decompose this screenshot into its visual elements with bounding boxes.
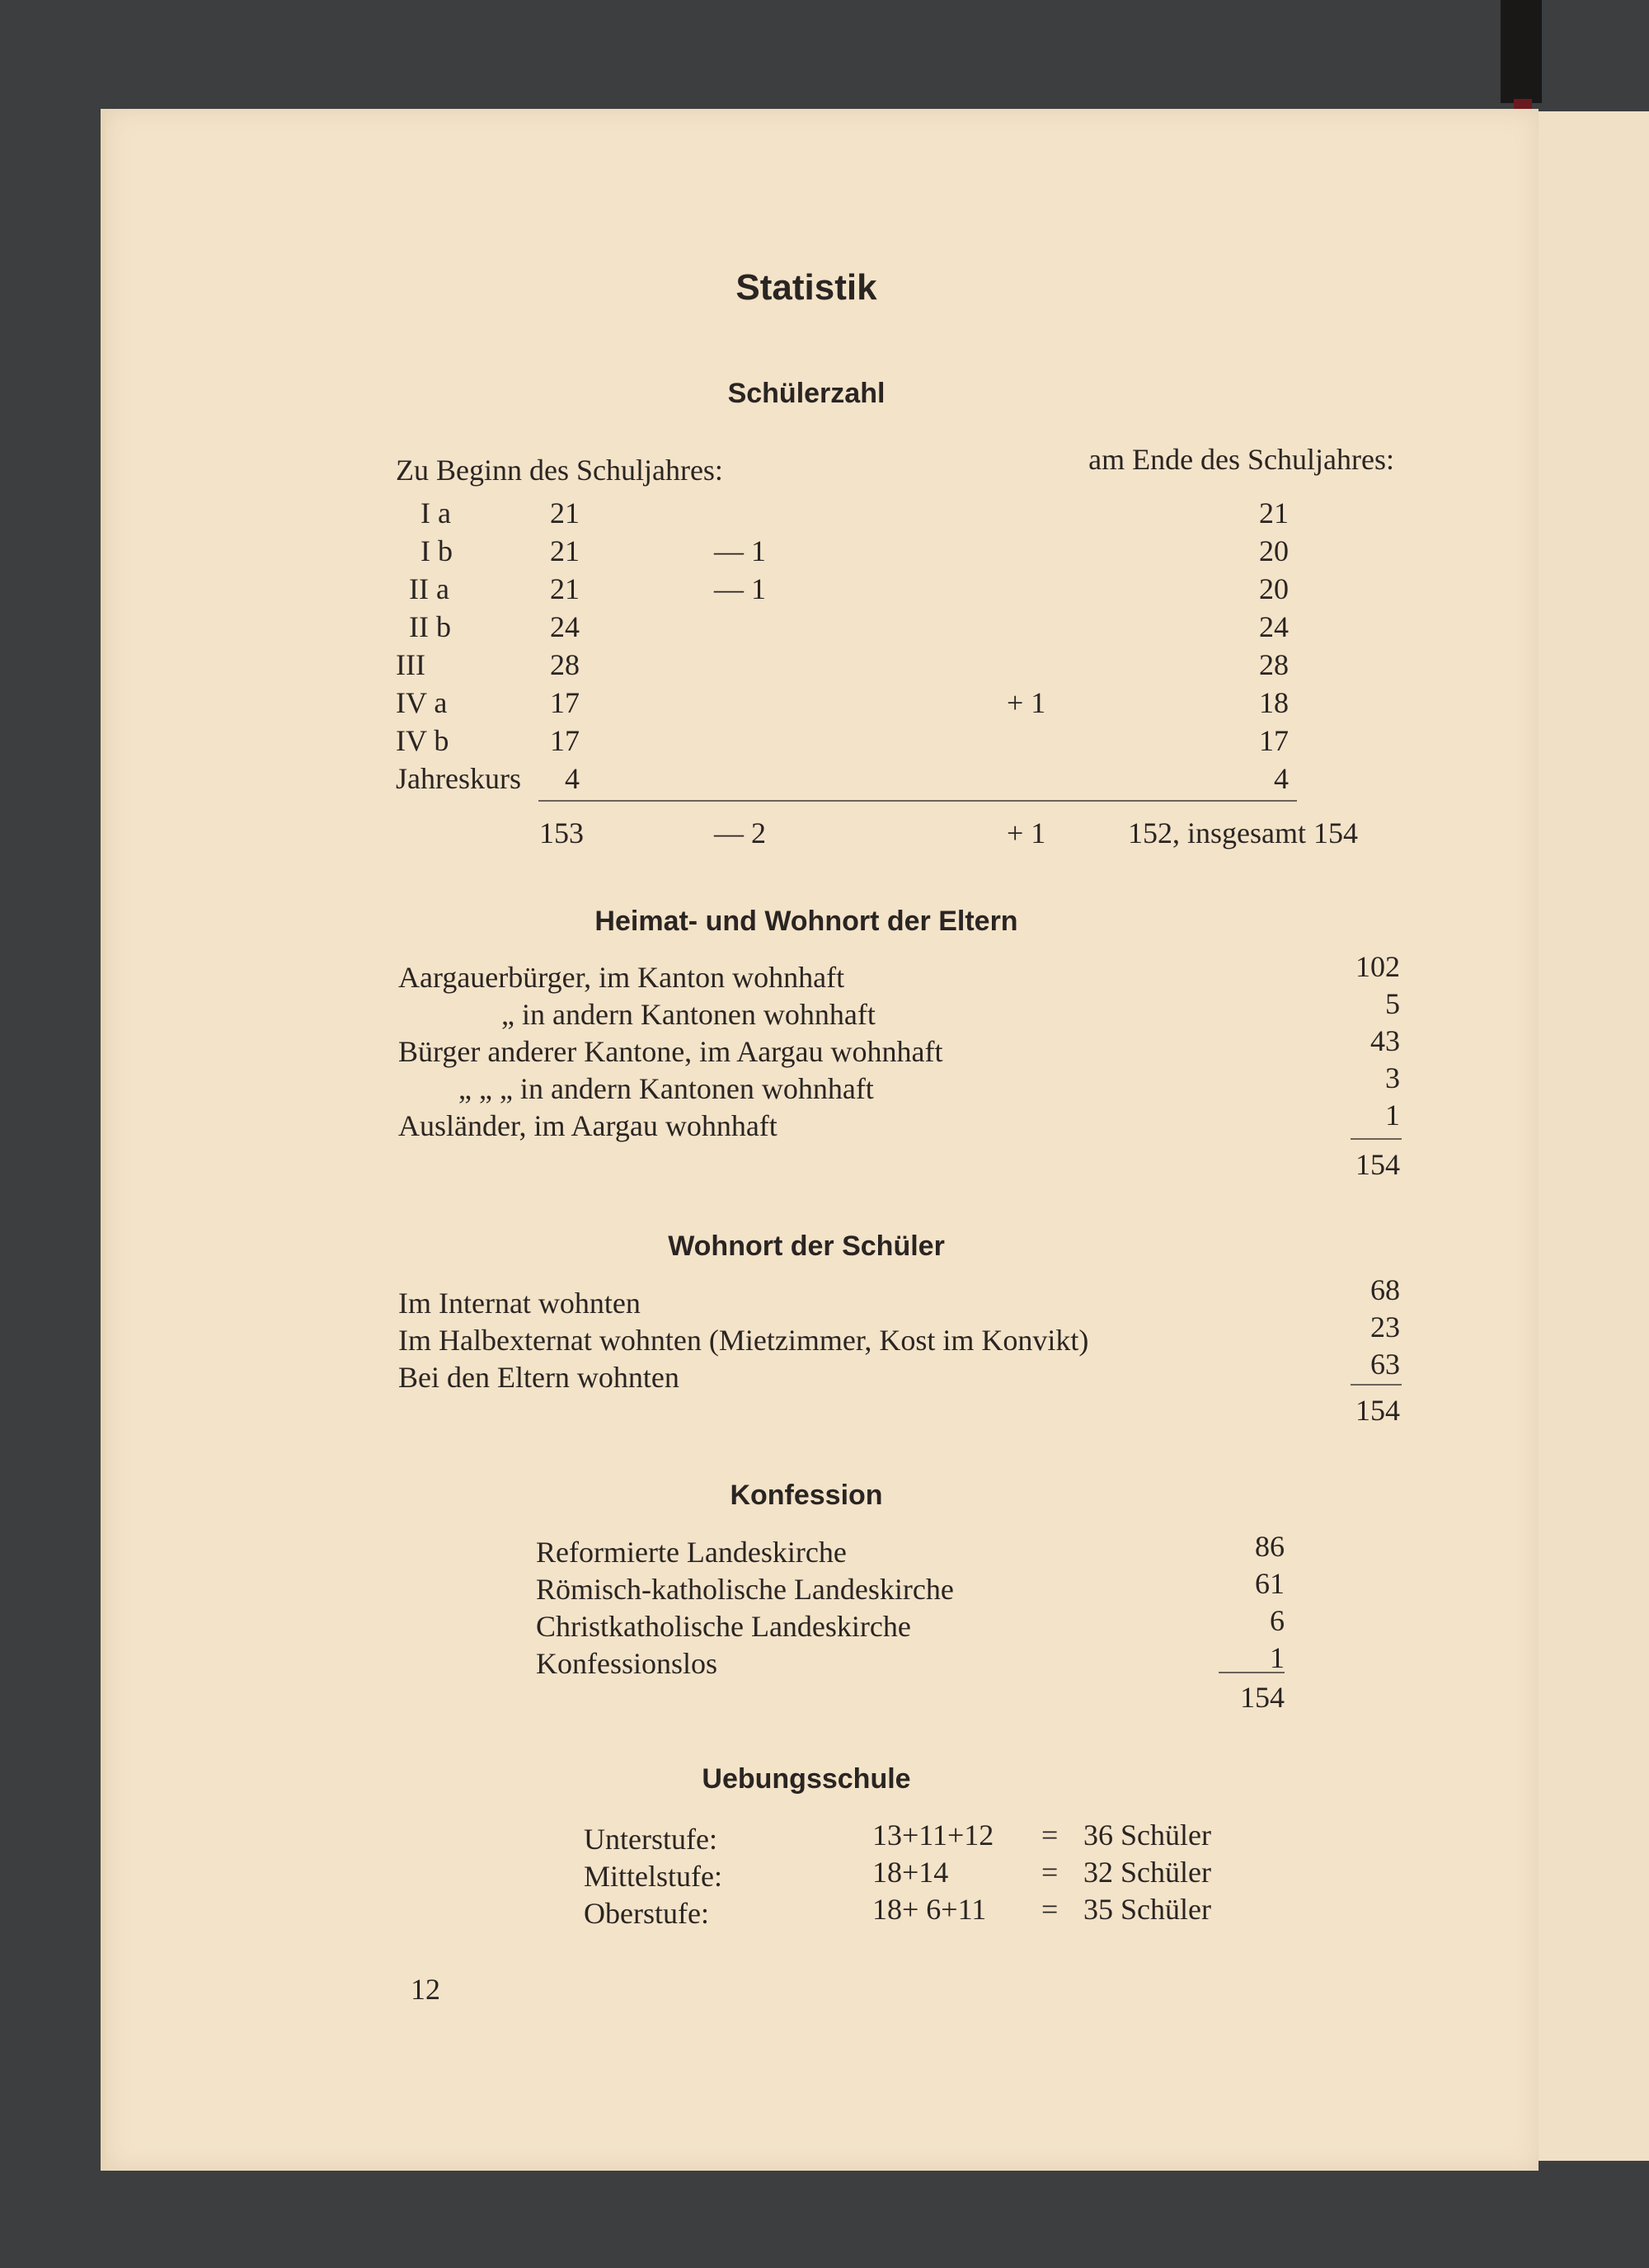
list-item-value: 43 [1370,1024,1400,1057]
list-item-value: 61 [1255,1567,1285,1600]
list-item-value: 23 [1370,1310,1400,1343]
list-item-label: Im Halbexternat wohnten (Mietzimmer, Kost im Konvikt) [398,1324,1089,1357]
begin-count: 24 [550,610,580,643]
list-item-label: Konfessionslos [536,1647,718,1680]
sum-rule [1351,1138,1402,1140]
begin-count: 21 [550,572,580,605]
list-item-label: Christkatholische Landeskirche [536,1610,911,1643]
list-item-label: Bei den Eltern wohnten [398,1361,679,1394]
document-page [101,109,1539,2171]
list-item-value: 1 [1385,1099,1400,1132]
stufe-label: Unterstufe: [584,1823,717,1856]
sum-rule [538,800,1297,802]
stufe-result: 36 Schüler [1083,1819,1211,1852]
begin-count: 21 [550,534,580,567]
list-item-value: 68 [1370,1273,1400,1306]
list-item-label: „ „ „ in andern Kantonen wohnhaft [458,1072,874,1105]
sum-rule [1219,1672,1285,1673]
end-count: 20 [1259,572,1289,605]
equals-sign: = [1041,1893,1059,1926]
list-item-label: Aargauerbürger, im Kanton wohnhaft [398,961,845,994]
section-heading-konfession: Konfession [730,1480,883,1511]
stufe-calc: 13+11+12 [872,1819,994,1852]
list-item-label: Bürger anderer Kantone, im Aargau wohnhaft [398,1035,943,1068]
list-item-label: Römisch-katholische Landeskirche [536,1573,954,1606]
begin-count: 28 [550,648,580,681]
list-item-label: Im Internat wohnten [398,1287,641,1320]
class-label: I a [420,496,451,529]
end-count: 20 [1259,534,1289,567]
begin-label: Zu Beginn des Schuljahres: [396,454,723,487]
end-count: 4 [1274,762,1289,795]
class-label: II b [409,610,451,643]
minus-count: — 1 [714,534,766,567]
list-item-label: Reformierte Landeskirche [536,1536,847,1569]
class-label: IV a [396,686,448,719]
list-item-value: 102 [1355,950,1400,983]
page-title: Statistik [735,267,877,308]
facing-page [1527,111,1649,2161]
begin-count: 21 [550,496,580,529]
class-label: I b [420,534,453,567]
heimatort-total: 154 [1355,1148,1400,1181]
begin-count: 17 [550,686,580,719]
class-label: IV b [396,724,449,757]
class-label: II a [409,572,449,605]
page-number: 12 [411,1973,440,2006]
class-label: Jahreskurs [396,762,521,795]
stufe-label: Oberstufe: [584,1897,709,1930]
section-heading-heimatort: Heimat- und Wohnort der Eltern [594,906,1018,937]
plus-count: + 1 [1007,686,1046,719]
stufe-calc: 18+14 [872,1856,949,1889]
end-count: 24 [1259,610,1289,643]
total-end: 152, insgesamt 154 [1128,816,1358,849]
book-top-edge [1501,0,1542,103]
end-count: 21 [1259,496,1289,529]
end-count: 17 [1259,724,1289,757]
section-heading-wohnort: Wohnort der Schüler [668,1230,945,1262]
equals-sign: = [1041,1819,1059,1852]
stufe-result: 32 Schüler [1083,1856,1211,1889]
end-label: am Ende des Schuljahres: [1088,443,1394,476]
list-item-value: 63 [1370,1348,1400,1381]
konfession-total: 154 [1240,1681,1285,1714]
minus-count: — 1 [714,572,766,605]
section-heading-uebungsschule: Uebungsschule [702,1763,911,1795]
list-item-value: 3 [1385,1061,1400,1094]
list-item-label: „ in andern Kantonen wohnhaft [501,998,876,1031]
list-item-label: Ausländer, im Aargau wohnhaft [398,1109,778,1142]
total-minus: — 2 [714,816,766,849]
list-item-value: 5 [1385,987,1400,1020]
list-item-value: 1 [1270,1641,1285,1674]
class-label: III [396,648,425,681]
total-begin: 153 [539,816,584,849]
sum-rule [1351,1384,1402,1386]
begin-count: 4 [565,762,580,795]
stufe-calc: 18+ 6+11 [872,1893,987,1926]
end-count: 18 [1259,686,1289,719]
end-count: 28 [1259,648,1289,681]
total-plus: + 1 [1007,816,1046,849]
list-item-value: 86 [1255,1530,1285,1563]
stufe-result: 35 Schüler [1083,1893,1211,1926]
wohnort-total: 154 [1355,1394,1400,1427]
section-heading-schuelerzahl: Schülerzahl [727,378,886,409]
stufe-label: Mittelstufe: [584,1860,722,1893]
list-item-value: 6 [1270,1604,1285,1637]
begin-count: 17 [550,724,580,757]
equals-sign: = [1041,1856,1059,1889]
